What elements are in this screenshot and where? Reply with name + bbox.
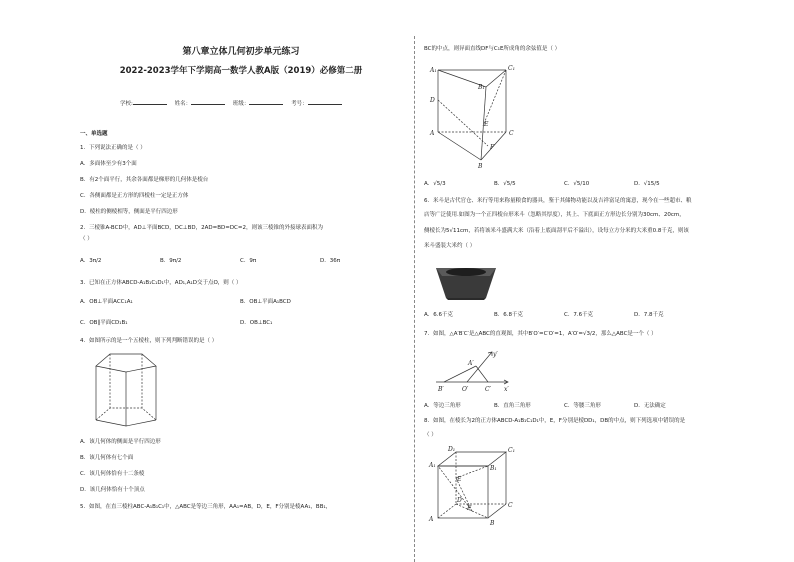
- q1-option-b: B．有2个面平行，其余各面都是梯形的几何体是棱台: [80, 177, 209, 183]
- rice-measure-photo: [434, 262, 498, 300]
- q4-option-a: A．该几何体的侧面是平行四边形: [80, 439, 161, 445]
- q7-option-a: A．等边三角形: [424, 403, 461, 409]
- q6-option-d: D．7.8千克: [634, 312, 664, 318]
- q6-option-b: B．6.8千克: [494, 312, 524, 318]
- q3-option-b: B．OB⊥平面A₁BCD: [240, 299, 291, 305]
- q5-continued: BC的中点，则异面直线DF与C₁E所成角的余弦值是（ ）: [424, 46, 561, 52]
- column-divider: [414, 36, 415, 562]
- label-b1: B₁: [490, 465, 497, 472]
- q4-option-c: C．该几何体恰有十二条棱: [80, 471, 145, 477]
- label-c1: C₁: [508, 447, 515, 454]
- q2-paren: （ ）: [80, 236, 93, 242]
- oblique-view-figure: [432, 348, 512, 393]
- q1-stem: 1．下列说法正确的是（ ）: [80, 145, 146, 151]
- q2-option-c: C．9π: [240, 258, 257, 264]
- label-y-prime: y′: [493, 351, 498, 358]
- q7-option-b: B．直角三角形: [494, 403, 531, 409]
- label-a1: A₁: [430, 67, 437, 74]
- q5-option-b: B．√5/5: [494, 181, 516, 187]
- q2-option-a: A．3π/2: [80, 258, 102, 264]
- label-e: E: [484, 121, 489, 128]
- q8-stem: 8．如图，在棱长为2的正方体ABCD-A₁B₁C₁D₁中，E，F分别是棱DD₁，DB的中点，则下列选项中错误的是: [424, 418, 686, 424]
- q6-option-c: C．7.6千克: [564, 312, 594, 318]
- label-b1: B₁: [478, 84, 485, 91]
- q2-option-b: B．9π/2: [160, 258, 182, 264]
- label-d: D: [430, 97, 435, 104]
- label-c-prime: C′: [485, 386, 491, 393]
- q3-option-d: D．OB⊥BC₁: [240, 320, 273, 326]
- label-b-prime: B′: [438, 386, 444, 393]
- q6-line-2: 店等广泛使用.如图为一个正四棱台形米斗（忽略其厚度），其上、下底面正方形边长分别为30cm、20cm，: [424, 212, 685, 218]
- class-label: 班级：: [232, 101, 250, 107]
- cube-figure: [426, 444, 521, 526]
- label-a: A: [429, 516, 434, 523]
- q8-paren: （ ）: [424, 432, 437, 438]
- id-label: 考号：: [291, 101, 308, 107]
- q4-stem: 4．如图所示的是一个五棱柱，则下列判断错误的是（ ）: [80, 338, 218, 344]
- name-field[interactable]: [191, 104, 225, 105]
- q5-stem: 5．如图，在直三棱柱ABC-A₁B₁C₁中，△ABC是等边三角形，AA₁=AB，D，E，F分别是棱AA₁，BB₁，: [80, 504, 332, 510]
- label-f: F: [490, 144, 495, 151]
- q7-option-c: C．等腰三角形: [564, 403, 601, 409]
- section-heading: 一、单选题: [80, 131, 108, 137]
- pentagonal-prism-figure: [86, 350, 176, 435]
- id-field[interactable]: [308, 104, 342, 105]
- right-column: [424, 0, 724, 562]
- label-x-prime: x′: [504, 386, 509, 393]
- school-label: 学校:: [120, 101, 133, 107]
- label-c: C: [509, 130, 514, 137]
- q6-line-1: 6．米斗是古代官仓、米行等用来称量粮食的器具，鉴于其储物功能以及吉祥富足的寓意，现今在一些超市、粮: [424, 198, 692, 204]
- q5-option-d: D．√15/5: [634, 181, 660, 187]
- q2-stem: 2．三棱锥A-BCD中，AD⊥平面BCD，DC⊥BD，2AD=BD=DC=2，则该三棱锥的外接球表面积为: [80, 225, 324, 231]
- label-a: A: [430, 130, 435, 137]
- q3-stem: 3．已知在正方体ABCD-A₁B₁C₁D₁中，AD₁,A₁D交于点O，则（ ）: [80, 280, 242, 286]
- label-a-prime: A′: [468, 360, 474, 367]
- page-title: 第八章立体几何初步单元练习: [182, 47, 300, 57]
- q7-stem: 7．如图，△A′B′C′是△ABC的直观图，其中B′O′=C′O′=1，A′O′=√3/2，那么△ABC是一个（ ）: [424, 331, 657, 337]
- q1-option-c: C．各侧面都是正方形的四棱柱一定是正方体: [80, 193, 189, 199]
- q1-option-a: A．多面体至少有3个面: [80, 161, 137, 167]
- page-subtitle: 2022-2023学年下学期高一数学人教A版（2019）必修第二册: [119, 66, 363, 76]
- label-d1: D₁: [448, 446, 456, 453]
- label-o-prime: O′: [462, 386, 469, 393]
- left-column: [80, 0, 402, 562]
- school-field[interactable]: [133, 104, 167, 105]
- q6-line-4: 米斗盛装大米约（ ）: [424, 243, 476, 249]
- q4-option-b: B．该几何体有七个面: [80, 455, 134, 461]
- label-c: C: [508, 502, 513, 509]
- name-label: 姓名：: [174, 101, 192, 107]
- label-e: E: [457, 476, 462, 483]
- q6-line-3: 侧棱长为5√11cm，若将该米斗盛满大米（沿着上底面刮平后不溢出），设每立方分米的大米重0.8千克，则该: [424, 228, 689, 234]
- q3-option-c: C．OB∥平面CD₁B₁: [80, 320, 128, 326]
- q1-option-d: D．棱柱的侧棱相等，侧面是平行四边形: [80, 209, 178, 215]
- class-field[interactable]: [249, 104, 283, 105]
- q5-option-a: A．√5/3: [424, 181, 446, 187]
- q5-option-c: C．√5/10: [564, 181, 590, 187]
- student-info: [120, 99, 348, 107]
- label-b: B: [478, 163, 483, 170]
- triangular-prism-figure: [426, 60, 526, 170]
- q2-option-d: D．36π: [320, 258, 341, 264]
- label-d: D: [457, 497, 462, 504]
- q3-option-a: A．OB⊥平面ACC₁A₁: [80, 299, 133, 305]
- label-f: F: [467, 505, 472, 512]
- q7-option-d: D．无法确定: [634, 403, 666, 409]
- label-c1: C₁: [508, 65, 515, 72]
- q6-option-a: A．6.6千克: [424, 312, 454, 318]
- label-b: B: [490, 520, 495, 526]
- q4-option-d: D．该几何体恰有十个顶点: [80, 487, 145, 493]
- label-a1: A₁: [429, 462, 436, 469]
